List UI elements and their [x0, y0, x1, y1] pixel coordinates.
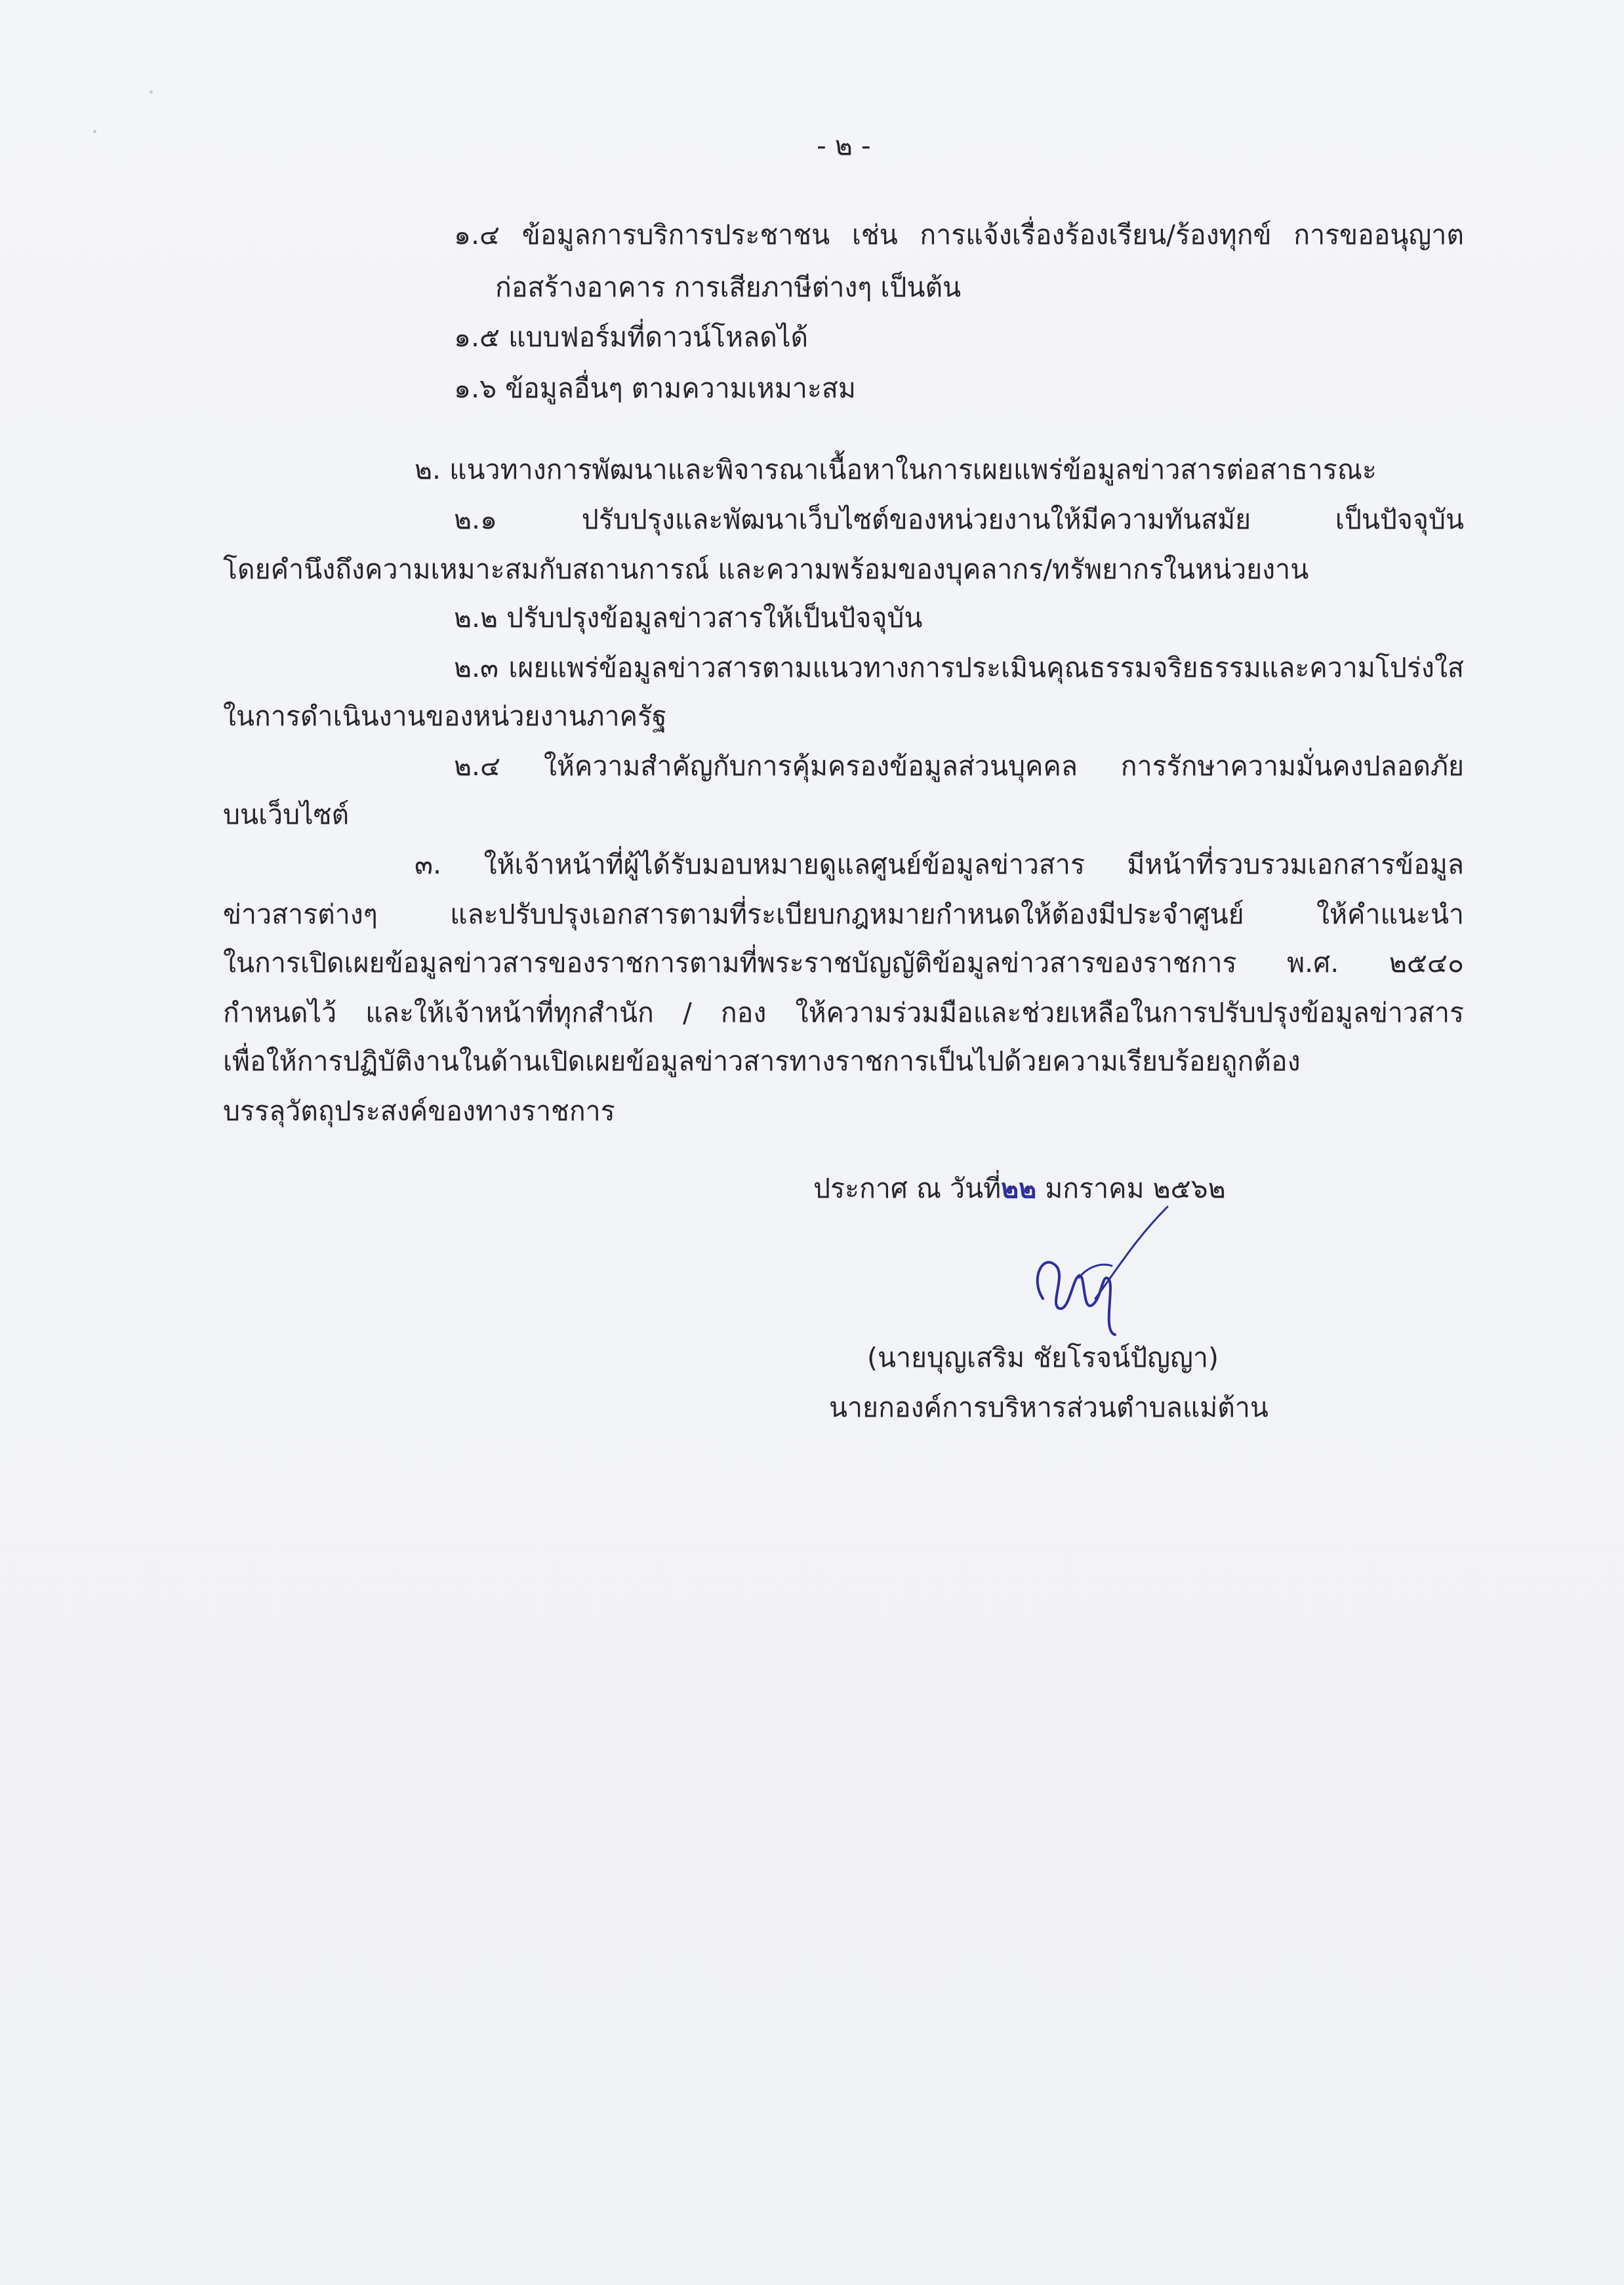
item-1-6: ๑.๖ ข้อมูลอื่นๆ ตามความเหมาะสม: [454, 373, 856, 404]
item-2-1-line1: ๒.๑ ปรับปรุงและพัฒนาเว็บไซต์ของหน่วยงานให้มีความทันสมัย เป็นปัจจุบัน: [454, 504, 1464, 535]
item-2-1-line2: โดยคำนึงถึงความเหมาะสมกับสถานการณ์ และความพร้อมของบุคลากร/ทรัพยากรในหน่วยงาน: [223, 554, 1309, 585]
item-2-2: ๒.๒ ปรับปรุงข้อมูลข่าวสารให้เป็นปัจจุบัน: [454, 602, 923, 634]
item-2-3-line2: ในการดำเนินงานของหน่วยงานภาครัฐ: [223, 700, 667, 732]
item-1-4-line2: ก่อสร้างอาคาร การเสียภาษีต่างๆ เป็นต้น: [495, 272, 962, 303]
paper-speck: [93, 130, 96, 133]
item-1-4-line1: ๑.๔ ข้อมูลการบริการประชาชน เช่น การแจ้งเรื่องร้องเรียน/ร้องทุกข์ การขออนุญาต: [454, 219, 1464, 251]
announcement-suffix: มกราคม ๒๕๖๒: [1045, 1173, 1226, 1204]
section-3-line1: ๓. ให้เจ้าหน้าที่ผู้ได้รับมอบหมายดูแลศูนย์ข้อมูลข่าวสาร มีหน้าที่รวบรวมเอกสารข้อมูล: [415, 849, 1464, 880]
announcement-prefix: ประกาศ ณ วันที่: [813, 1173, 1002, 1204]
item-2-4-line2: บนเว็บไซต์: [223, 799, 350, 830]
section-3-line4: กำหนดไว้ และให้เจ้าหน้าที่ทุกสำนัก / กอง ให้ความร่วมมือและช่วยเหลือในการปรับปรุงข้อมูลข่าวสาร: [223, 997, 1464, 1028]
page-number: - ๒ -: [817, 130, 871, 161]
item-2-4-line1: ๒.๔ ให้ความสำคัญกับการคุ้มครองข้อมูลส่วนบุคคล การรักษาความมั่นคงปลอดภัย: [454, 750, 1464, 782]
section-3-line2: ข่าวสารต่างๆ และปรับปรุงเอกสารตามที่ระเบียบกฎหมายกำหนดให้ต้องมีประจำศูนย์ ให้คำแนะนำ: [223, 899, 1464, 930]
signatory-position: นายกองค์การบริหารส่วนตำบลแม่ต้าน: [829, 1392, 1269, 1423]
section-3-line5: เพื่อให้การปฏิบัติงานในด้านเปิดเผยข้อมูลข่าวสารทางราชการเป็นไปด้วยความเรียบร้อยถูกต้อง: [223, 1045, 1301, 1077]
signature-image: [1004, 1200, 1174, 1351]
signatory-name: (นายบุญเสริม ชัยโรจน์ปัญญา): [867, 1342, 1219, 1373]
section-3-line3: ในการเปิดเผยข้อมูลข่าวสารของราชการตามที่พระราชบัญญัติข้อมูลข่าวสารของราชการ พ.ศ. ๒๕๔๐: [223, 947, 1464, 979]
section-2-heading: ๒. แนวทางการพัฒนาและพิจารณาเนื้อหาในการเผยแพร่ข้อมูลข่าวสารต่อสาธารณะ: [415, 454, 1377, 485]
paper-speck: [150, 91, 153, 94]
section-3-line6: บรรลุวัตถุประสงค์ของทางราชการ: [223, 1095, 615, 1127]
item-1-5: ๑.๕ แบบฟอร์มที่ดาวน์โหลดได้: [454, 321, 809, 353]
announcement-day: ๒๒: [1001, 1173, 1037, 1204]
item-2-3-line1: ๒.๓ เผยแพร่ข้อมูลข่าวสารตามแนวทางการประเมินคุณธรรมจริยธรรมและความโปร่งใส: [454, 652, 1464, 683]
